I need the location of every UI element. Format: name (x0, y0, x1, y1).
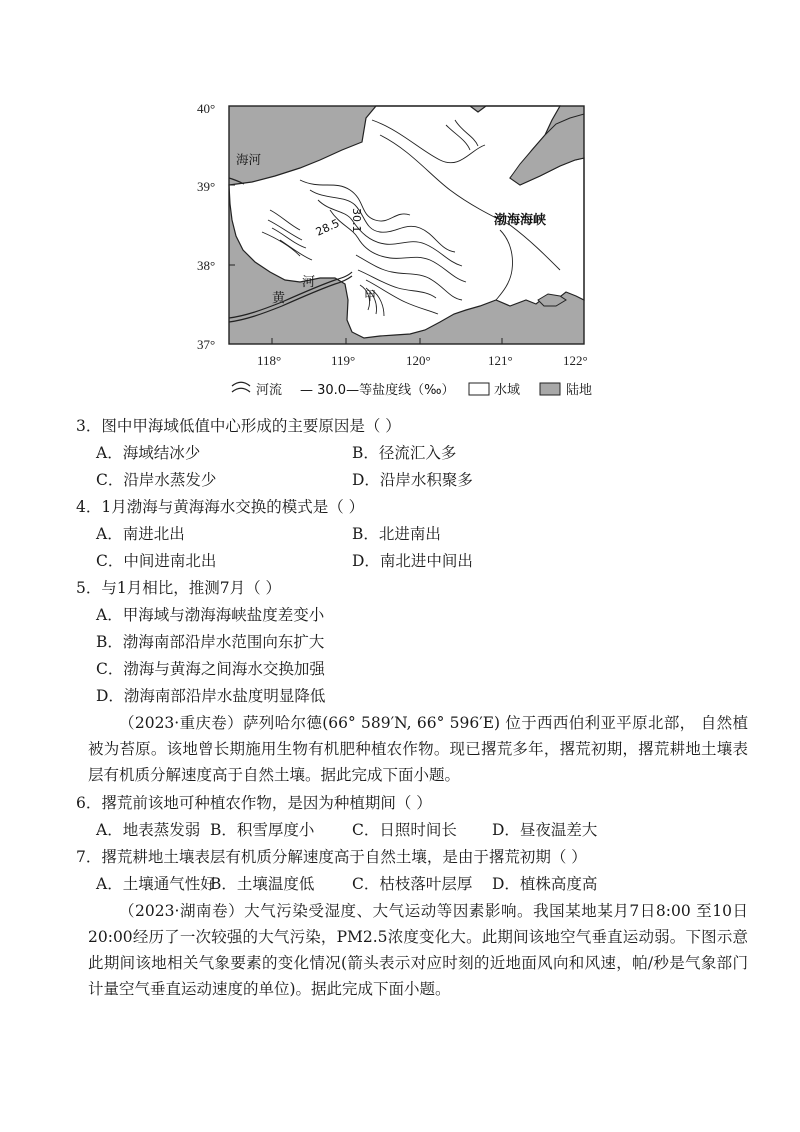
label-he: 河 (302, 275, 316, 290)
legend-land-label: 陆地 (566, 383, 593, 398)
legend-land-swatch (540, 383, 560, 395)
question-4-option-c: C．中间进南北出 (96, 552, 217, 570)
label-bohai-strait: 渤海海峡 (494, 213, 547, 228)
question-6-option-c: C．日照时间长 (352, 821, 457, 839)
lat-label-40: 40° (197, 101, 216, 116)
bohai-salinity-map (196, 96, 616, 404)
question-5-option-a: A．甲海域与渤海海峡盐度差变小 (96, 606, 325, 624)
question-6-stem: 6．撂荒前该地可种植农作物，是因为种植期间（ ） (76, 794, 432, 812)
question-5-option-c: C．渤海与黄海之间海水交换加强 (96, 660, 325, 678)
lon-label-120: 120° (406, 353, 431, 368)
label-huang: 黄 (272, 291, 286, 306)
question-7-option-b: B．土壤温度低 (210, 875, 315, 893)
legend-water-swatch (469, 383, 489, 395)
legend-river-label: 河流 (256, 383, 283, 398)
lat-label-37: 37° (197, 337, 216, 352)
question-3-stem: 3．图中甲海域低值中心形成的主要原因是（ ） (76, 417, 401, 435)
legend-isohaline-label: — 30.0—等盐度线（‰） (300, 383, 455, 398)
question-5-stem: 5．与1月相比，推测7月（ ） (76, 579, 282, 597)
question-4-stem: 4．1月渤海与黄海海水交换的模式是（ ） (76, 498, 365, 516)
question-5-option-d: D．渤海南部沿岸水盐度明显降低 (96, 687, 326, 705)
question-3-option-d: D．沿岸水积聚多 (352, 471, 473, 489)
lon-label-119: 119° (331, 353, 356, 368)
question-3-option-a: A．海域结冰少 (96, 444, 201, 462)
question-7-option-a: A．土壤通气性好 (96, 875, 216, 893)
question-7-option-c: C．枯枝落叶层厚 (352, 875, 473, 893)
label-haihe: 海河 (236, 152, 262, 167)
question-6-option-d: D．昼夜温差大 (492, 821, 598, 839)
question-6-option-a: A．地表蒸发弱 (96, 821, 201, 839)
legend-water-label: 水域 (494, 383, 521, 398)
lon-label-118: 118° (257, 353, 282, 368)
lon-label-121: 121° (488, 353, 513, 368)
question-5-option-b: B．渤海南部沿岸水范围向东扩大 (96, 633, 325, 651)
question-4-option-b: B．北进南出 (352, 525, 441, 543)
lat-label-39: 39° (197, 179, 216, 194)
question-3-option-b: B．径流汇入多 (352, 444, 457, 462)
question-7-stem: 7．撂荒耕地土壤表层有机质分解速度高于自然土壤，是由于撂荒初期（ ） (76, 848, 587, 866)
question-4-option-a: A．南进北出 (96, 525, 185, 543)
contour-label-30-1: 30.1 (350, 208, 363, 233)
question-3-option-c: C．沿岸水蒸发少 (96, 471, 217, 489)
question-4-option-d: D．南北进中间出 (352, 552, 473, 570)
label-jia: 甲 (364, 289, 377, 303)
map-legend (232, 382, 592, 398)
legend-river-icon (232, 382, 250, 392)
passage-chongqing: （2023·重庆卷）萨列哈尔德(66° 589′N, 66° 596′E) 位于西西伯利亚平原北部， 自然植被为苔原。该地曾长期施用生物有机肥种植农作物。现已撂荒多年，撂荒初期，撂荒耕地土壤表层有机质分解速度高于自然土壤。据此完成下面小题。 (88, 714, 748, 784)
passage-hunan: （2023·湖南卷）大气污染受湿度、大气运动等因素影响。我国某地某月7日8:00 至10日20:00经历了一次较强的大气污染，PM2.5浓度变化大。此期间该地空气垂直运动弱。下图示意此期间该地相关气象要素的变化情况(箭头表示对应时刻的近地面风向和风速，帕/秒是气象部门计量空气垂直运动速度的单位)。据此完成下面小题。 (88, 902, 748, 998)
lat-label-38: 38° (197, 258, 216, 273)
question-7-option-d: D．植株高度高 (492, 875, 598, 893)
question-6-option-b: B．积雪厚度小 (210, 821, 315, 839)
lon-label-122: 122° (563, 353, 588, 368)
contour-label-28-5: 28.5 (313, 216, 342, 239)
